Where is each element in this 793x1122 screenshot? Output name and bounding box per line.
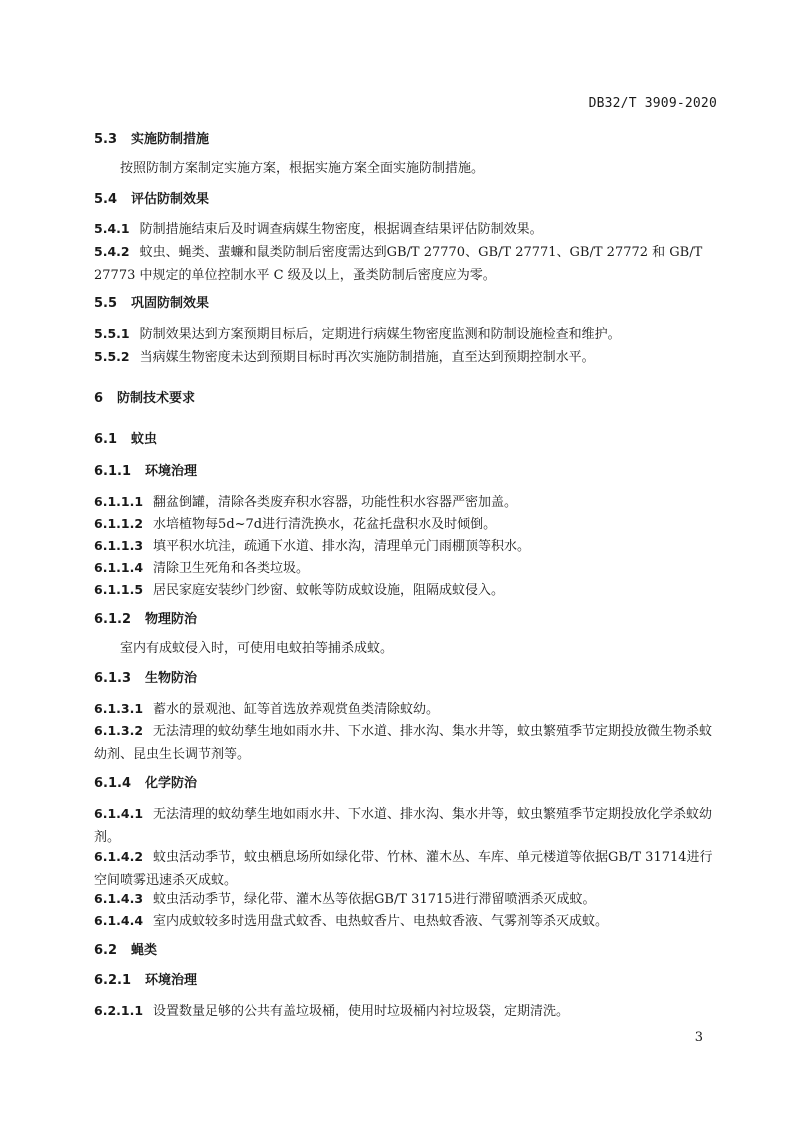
chapter-heading: 6 防制技术要求 (94, 391, 196, 406)
subsection-heading: 6.1.3 生物防治 (94, 671, 198, 686)
paragraph: 6.1.4.2 蚊虫活动季节，蚊虫栖息场所如绿化带、竹林、灌木丛、车库、单元楼道等依据GB/T 31714进行空间喷雾迅速杀灭成蚊。 (94, 849, 713, 888)
paragraph: 6.1.1.3 填平积水坑洼，疏通下水道、排水沟，清理单元门雨棚顶等积水。 (94, 538, 531, 554)
paragraph: 6.1.3.2 无法清理的蚊幼孳生地如雨水井、下水道、排水沟、集水井等，蚊虫繁殖季节定期投放微生物杀蚊幼剂、昆虫生长调节剂等。 (94, 723, 713, 762)
paragraph: 5.4.2 蚊虫、蝇类、蜚蠊和鼠类防制后密度需达到GB/T 27770、GB/T 27771、GB/T 27772 和 GB/T 27773 中规定的单位控制水平 C 级及以上，蚤类防制后密度应为零。 (94, 244, 703, 283)
section-heading: 6.1 蚊虫 (94, 432, 158, 447)
subsection-heading: 6.1.2 物理防治 (94, 612, 198, 627)
paragraph: 6.1.1.1 翻盆倒罐，清除各类废弃积水容器，功能性积水容器严密加盖。 (94, 494, 518, 510)
page-number: 3 (694, 1030, 703, 1045)
subsection-heading: 6.1.1 环境治理 (94, 464, 198, 479)
paragraph: 6.1.3.1 蓄水的景观池、缸等首选放养观赏鱼类清除蚊幼。 (94, 701, 440, 717)
section-heading: 5.3 实施防制措施 (94, 132, 210, 147)
paragraph: 室内有成蚊侵入时，可使用电蚊拍等捕杀成蚊。 (120, 641, 394, 656)
section-heading: 5.4 评估防制效果 (94, 192, 210, 207)
paragraph: 6.1.1.5 居民家庭安装纱门纱窗、蚊帐等防成蚊设施，阻隔成蚊侵入。 (94, 582, 505, 598)
paragraph: 6.1.1.2 水培植物每5d~7d进行清洗换水，花盆托盘积水及时倾倒。 (94, 516, 497, 532)
paragraph: 6.1.4.3 蚊虫活动季节，绿化带、灌木丛等依据GB/T 31715进行滞留喷洒杀灭成蚊。 (94, 891, 596, 907)
paragraph: 6.1.4.4 室内成蚊较多时选用盘式蚊香、电热蚊香片、电热蚊香液、气雾剂等杀灭成蚊。 (94, 913, 609, 929)
paragraph: 按照防制方案制定实施方案，根据实施方案全面实施防制措施。 (120, 161, 485, 176)
section-heading: 5.5 巩固防制效果 (94, 296, 210, 311)
paragraph: 6.1.4.1 无法清理的蚊幼孳生地如雨水井、下水道、排水沟、集水井等，蚊虫繁殖季节定期投放化学杀蚊幼剂。 (94, 806, 713, 845)
paragraph: 6.2.1.1 设置数量足够的公共有盖垃圾桶，使用时垃圾桶内衬垃圾袋，定期清洗。 (94, 1003, 570, 1019)
paragraph: 5.5.2 当病媒生物密度未达到预期目标时再次实施防制措施，直至达到预期控制水平。 (94, 349, 595, 365)
paragraph: 6.1.1.4 清除卫生死角和各类垃圾。 (94, 560, 310, 576)
subsection-heading: 6.2.1 环境治理 (94, 973, 198, 988)
paragraph: 5.5.1 防制效果达到方案预期目标后，定期进行病媒生物密度监测和防制设施检查和维护。 (94, 326, 621, 342)
section-heading: 6.2 蝇类 (94, 943, 158, 958)
subsection-heading: 6.1.4 化学防治 (94, 776, 198, 791)
paragraph: 5.4.1 防制措施结束后及时调查病媒生物密度，根据调查结果评估防制效果。 (94, 221, 543, 237)
document-number: DB32/T 3909-2020 (588, 96, 717, 111)
